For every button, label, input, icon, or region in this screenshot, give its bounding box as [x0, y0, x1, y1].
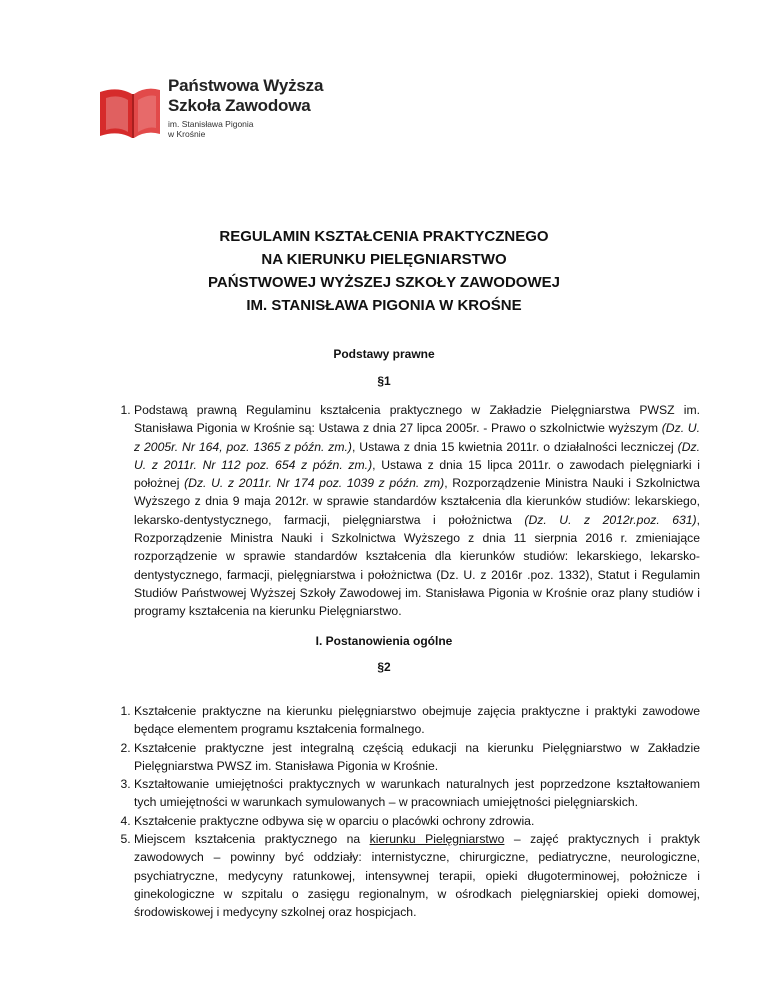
item-text: , Ustawa z dnia 15 lipca 2011r. o zawodach pielęgniarki i położnej [134, 457, 700, 491]
item-text: Podstawą prawną Regulaminu kształcenia praktycznego w Zakładzie Pielęgniarstwa PWSZ im. Stanisława Pigonia w Krośnie są: Ustawa z dnia 27 lipca 2005r. - Prawo o szkolnictwie wyższym [134, 403, 700, 436]
title-line-2: NA KIERUNKU PIELĘGNIARSTWO [261, 251, 507, 268]
list-item: 1. Kształcenie praktyczne na kierunku pielęgniarstwo obejmuje zajęcia praktyczne i praktyki zawodowe będące elementem programu kształcenia formalnego. [134, 702, 700, 739]
section1-list [111, 401, 700, 621]
citation: (Dz. U. z 2005r. Nr 164, poz. 1365 z późn. zm.) [134, 421, 700, 454]
underlined-term: kierunku Pielęgniarstwo [369, 832, 505, 847]
item-text: , Ustawa z dnia 15 kwietnia 2011r. o działalności leczniczej [351, 439, 678, 454]
title-line-4: IM. STANISŁAWA PIGONIA W KROŚNE [246, 297, 522, 314]
citation: (Dz. U. z 2011r. Nr 112 poz. 654 z późn. zm.) [134, 439, 700, 472]
document-title [0, 225, 768, 317]
list-item: 3. Kształtowanie umiejętności praktycznych w warunkach naturalnych jest poprzedzone kształtowaniem tych umiejętności w warunkach symulowanych – w pracowniach umiejętności pielęgniarskich. [134, 775, 700, 812]
title-line-1: REGULAMIN KSZTAŁCENIA PRAKTYCZNEGO [219, 228, 549, 245]
logo-text [168, 76, 323, 139]
item-text: – zajęć praktycznych i praktyk zawodowych – powinny być oddziały: internistyczne, chirurgiczne, pediatryczne, neurologiczne, psychiatryczne, medycyny ratunkowej, intensywnej terapii, opieki długoterminowej, położnicze i ginekologiczne w szpitalu o zasięgu regionalnym, w ośrodkach pielęgniarskiej opieki domowej, środowiskowej i medycyny szkolnej oraz hospicjach. [134, 832, 700, 920]
item-text: Miejscem kształcenia praktycznego na [134, 832, 370, 847]
citation: (Dz. U. z 2012r.poz. 631) [524, 512, 697, 527]
list-item: 2. Kształcenie praktyczne jest integralną częścią edukacji na kierunku Pielęgniarstwo w Zakładzie Pielęgniarstwa PWSZ im. Stanisława Pigonia w Krośnie. [134, 739, 700, 776]
section2-paragraph-mark: §2 [377, 660, 391, 674]
school-logo [98, 76, 328, 146]
logo-line-3: im. Stanisława Pigonia [168, 119, 254, 129]
item-text: , Rozporządzenie Ministra Nauki i Szkolnictwa Wyższego z dnia 11 sierpnia 2016 r. zmieniające rozporządzenie w sprawie standardów kształcenia dla kierunków studiów: lekarskiego, lekarsko-dentystycznego, farmacji, pielęgniarstwa i położnictwa (Dz. U. z 2016r .poz. 1332), Statut i Regulamin Studiów Państwowej Wyższej Szkoły Zawodowej im. Stanisława Pigonia w Krośnie oraz plany studiów i programy kształcenia na kierunku Pielęgniarstwo. [134, 512, 701, 619]
section1-paragraph-mark: §1 [377, 374, 391, 388]
item-text: , Rozporządzenie Ministra Nauki i Szkolnictwa Wyższego z dnia 9 maja 2012r. w sprawie standardów kształcenia dla kierunków studiów: lekarskiego, lekarsko-dentystycznego, farmacji, pielęgniarstwa i położnictwa [134, 476, 700, 527]
book-logo-icon [98, 80, 162, 140]
section2-list [111, 702, 700, 922]
section1-heading: Podstawy prawne [333, 347, 435, 361]
logo-line-2: Szkoła Zawodowa [168, 96, 311, 115]
title-line-3: PAŃSTWOWEJ WYŻSZEJ SZKOŁY ZAWODOWEJ [208, 274, 560, 291]
logo-line-4: w Krośnie [168, 129, 206, 139]
list-item: 4. Kształcenie praktyczne odbywa się w oparciu o placówki ochrony zdrowia. [134, 812, 700, 830]
citation: (Dz. U. z 2011r. Nr 174 poz. 1039 z późn. zm) [184, 476, 445, 491]
section2-heading: I. Postanowienia ogólne [315, 634, 453, 648]
logo-line-1: Państwowa Wyższa [168, 76, 324, 95]
list-item [134, 401, 700, 621]
list-item [134, 830, 700, 921]
